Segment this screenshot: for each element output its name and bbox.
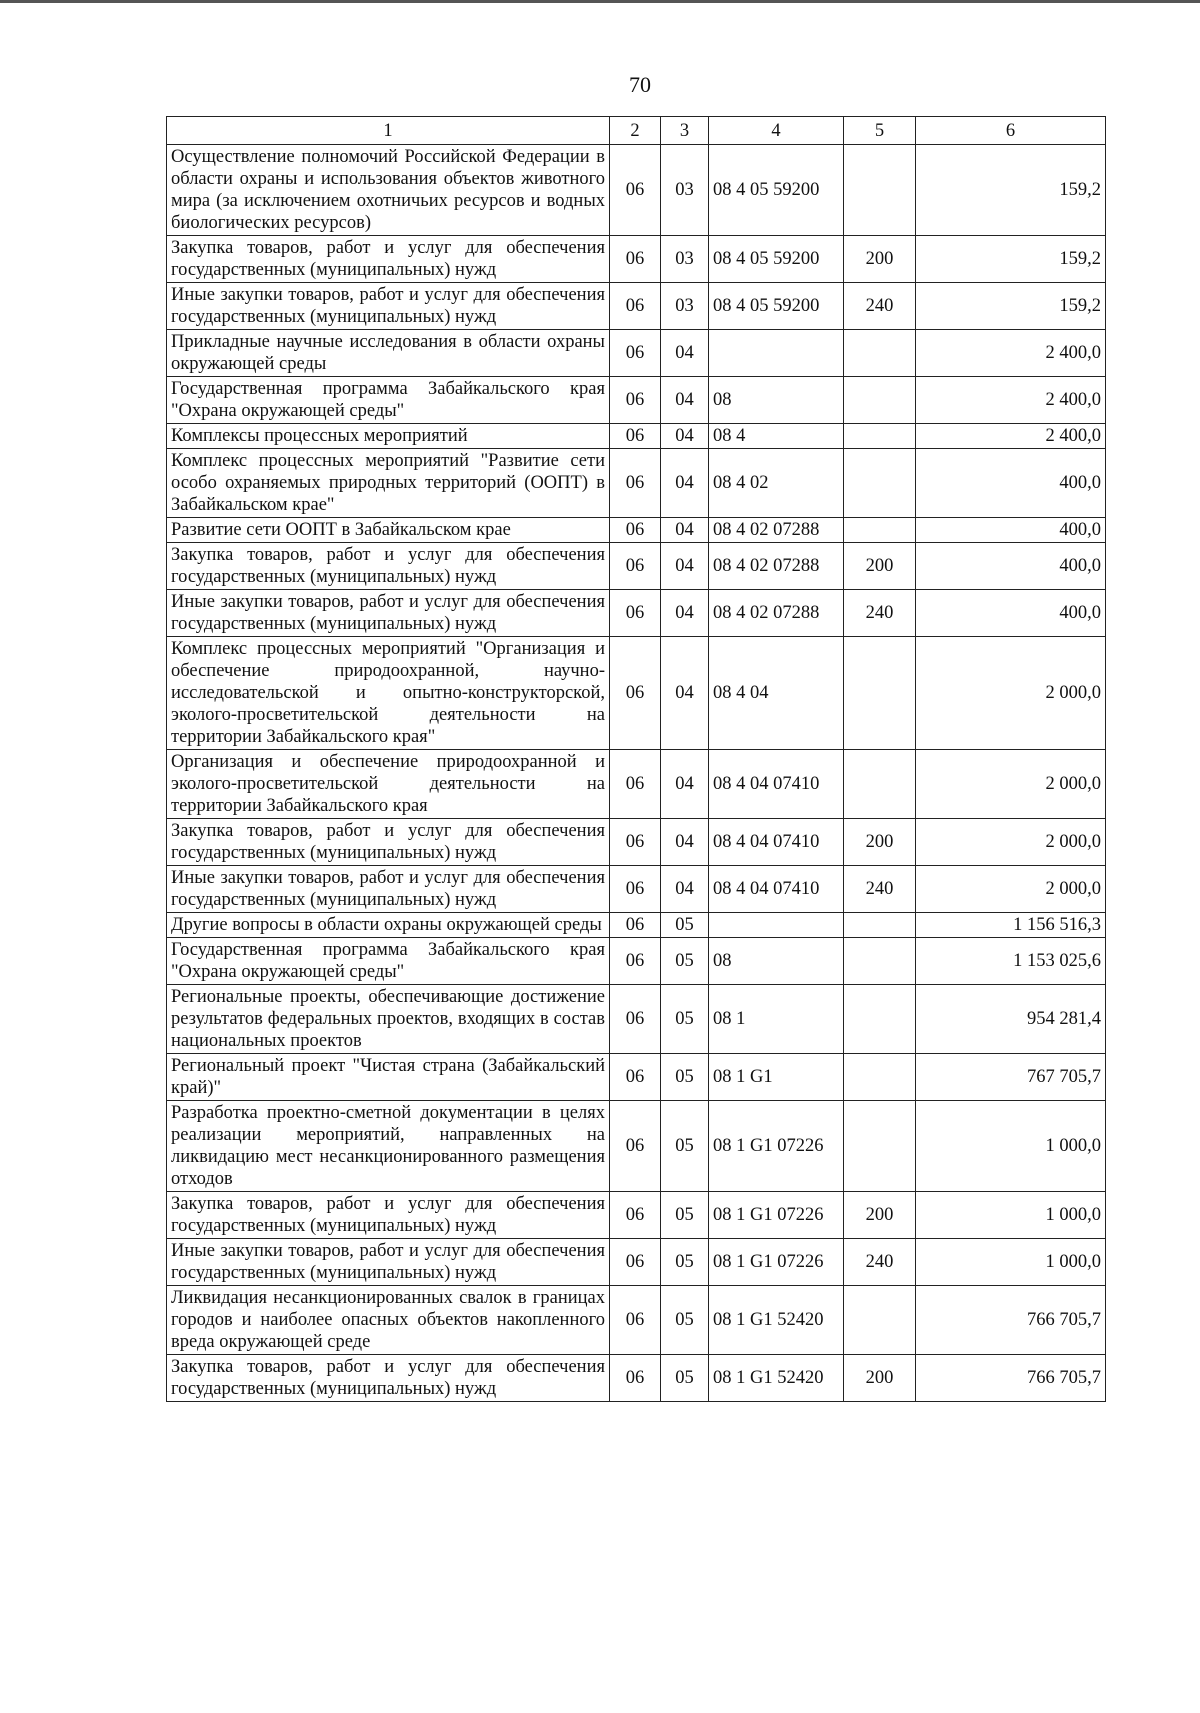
row-expense-type: 240 (844, 1239, 916, 1286)
row-amount: 2 000,0 (916, 819, 1106, 866)
table-row (167, 985, 1106, 1054)
row-section: 06 (610, 236, 661, 283)
row-amount: 400,0 (916, 590, 1106, 637)
row-amount: 1 000,0 (916, 1192, 1106, 1239)
row-expense-type (844, 1101, 916, 1192)
table-row (167, 330, 1106, 377)
header-code-column: 4 (709, 117, 844, 145)
table-row (167, 866, 1106, 913)
row-expense-type (844, 985, 916, 1054)
row-amount: 400,0 (916, 543, 1106, 590)
row-expense-type: 200 (844, 819, 916, 866)
row-expense-type (844, 424, 916, 449)
table-body (167, 145, 1106, 1402)
row-name: Региональный проект "Чистая страна (Забайкальский край)" (167, 1054, 610, 1101)
row-target-code: 08 1 G1 07226 (709, 1192, 844, 1239)
row-amount: 159,2 (916, 283, 1106, 330)
row-section: 06 (610, 330, 661, 377)
row-section: 06 (610, 1101, 661, 1192)
row-subsection: 05 (661, 1355, 709, 1402)
header-subsection-column: 3 (661, 117, 709, 145)
row-amount: 766 705,7 (916, 1355, 1106, 1402)
header-type-column: 5 (844, 117, 916, 145)
row-expense-type (844, 330, 916, 377)
row-section: 06 (610, 518, 661, 543)
row-name: Иные закупки товаров, работ и услуг для обеспечения государственных (муниципальных) нужд (167, 590, 610, 637)
table-row (167, 236, 1106, 283)
row-section: 06 (610, 377, 661, 424)
row-name: Иные закупки товаров, работ и услуг для обеспечения государственных (муниципальных) нужд (167, 283, 610, 330)
row-section: 06 (610, 819, 661, 866)
row-amount: 767 705,7 (916, 1054, 1106, 1101)
row-target-code: 08 4 02 07288 (709, 518, 844, 543)
row-name: Закупка товаров, работ и услуг для обеспечения государственных (муниципальных) нужд (167, 1355, 610, 1402)
row-expense-type (844, 145, 916, 236)
row-target-code: 08 4 04 (709, 637, 844, 750)
row-name: Закупка товаров, работ и услуг для обеспечения государственных (муниципальных) нужд (167, 819, 610, 866)
table-row (167, 1101, 1106, 1192)
row-amount: 2 000,0 (916, 750, 1106, 819)
row-name: Комплекс процессных мероприятий "Развитие сети особо охраняемых природных территорий (ООПТ) в Забайкальском крае" (167, 449, 610, 518)
row-expense-type: 200 (844, 1192, 916, 1239)
table-row (167, 590, 1106, 637)
table-row (167, 913, 1106, 938)
row-expense-type: 200 (844, 1355, 916, 1402)
table-row (167, 145, 1106, 236)
row-subsection: 05 (661, 913, 709, 938)
header-section-column: 2 (610, 117, 661, 145)
table-row (167, 1355, 1106, 1402)
row-subsection: 04 (661, 637, 709, 750)
row-subsection: 05 (661, 1286, 709, 1355)
table-row (167, 1054, 1106, 1101)
table-row (167, 424, 1106, 449)
row-section: 06 (610, 637, 661, 750)
row-subsection: 03 (661, 145, 709, 236)
row-name: Закупка товаров, работ и услуг для обеспечения государственных (муниципальных) нужд (167, 236, 610, 283)
row-target-code: 08 1 G1 07226 (709, 1101, 844, 1192)
row-name: Ликвидация несанкционированных свалок в границах городов и наиболее опасных объектов накопленного вреда окружающей среде (167, 1286, 610, 1355)
row-expense-type: 200 (844, 543, 916, 590)
row-name: Комплексы процессных мероприятий (167, 424, 610, 449)
table-header (167, 117, 1106, 145)
row-target-code: 08 4 02 (709, 449, 844, 518)
row-name: Комплекс процессных мероприятий "Организация и обеспечение природоохранной, научно-исследовательской и опытно-конструкторской, эколого-просветительской деятельности на территории Забайкальского края" (167, 637, 610, 750)
row-amount: 1 156 516,3 (916, 913, 1106, 938)
table-row (167, 283, 1106, 330)
row-section: 06 (610, 1239, 661, 1286)
row-amount: 2 000,0 (916, 866, 1106, 913)
row-amount: 1 153 025,6 (916, 938, 1106, 985)
row-subsection: 03 (661, 283, 709, 330)
row-subsection: 04 (661, 518, 709, 543)
row-name: Закупка товаров, работ и услуг для обеспечения государственных (муниципальных) нужд (167, 543, 610, 590)
row-name: Региональные проекты, обеспечивающие достижение результатов федеральных проектов, входящих в состав национальных проектов (167, 985, 610, 1054)
row-expense-type (844, 938, 916, 985)
row-target-code: 08 1 G1 07226 (709, 1239, 844, 1286)
header-row (167, 117, 1106, 145)
row-expense-type: 240 (844, 866, 916, 913)
row-section: 06 (610, 145, 661, 236)
row-target-code: 08 4 05 59200 (709, 145, 844, 236)
row-name: Государственная программа Забайкальского края "Охрана окружающей среды" (167, 938, 610, 985)
row-target-code: 08 4 (709, 424, 844, 449)
row-section: 06 (610, 424, 661, 449)
row-subsection: 04 (661, 377, 709, 424)
row-expense-type (844, 913, 916, 938)
row-expense-type: 200 (844, 236, 916, 283)
row-target-code: 08 4 04 07410 (709, 819, 844, 866)
table-row (167, 543, 1106, 590)
row-expense-type (844, 518, 916, 543)
row-section: 06 (610, 1286, 661, 1355)
row-subsection: 04 (661, 449, 709, 518)
row-section: 06 (610, 1192, 661, 1239)
row-section: 06 (610, 750, 661, 819)
row-amount: 2 400,0 (916, 377, 1106, 424)
row-name: Закупка товаров, работ и услуг для обеспечения государственных (муниципальных) нужд (167, 1192, 610, 1239)
row-name: Иные закупки товаров, работ и услуг для обеспечения государственных (муниципальных) нужд (167, 1239, 610, 1286)
row-name: Организация и обеспечение природоохранной и эколого-просветительской деятельности на территории Забайкальского края (167, 750, 610, 819)
row-expense-type (844, 637, 916, 750)
row-name: Разработка проектно-сметной документации в целях реализации мероприятий, направленных на ликвидацию мест несанкционированного размещения отходов (167, 1101, 610, 1192)
table-row (167, 819, 1106, 866)
row-subsection: 05 (661, 1101, 709, 1192)
row-subsection: 04 (661, 330, 709, 377)
row-subsection: 04 (661, 424, 709, 449)
row-expense-type (844, 449, 916, 518)
row-target-code: 08 4 05 59200 (709, 236, 844, 283)
row-expense-type (844, 377, 916, 424)
table-row (167, 449, 1106, 518)
table-row (167, 750, 1106, 819)
row-section: 06 (610, 913, 661, 938)
row-target-code: 08 1 G1 (709, 1054, 844, 1101)
row-section: 06 (610, 1355, 661, 1402)
row-amount: 766 705,7 (916, 1286, 1106, 1355)
table-row (167, 1192, 1106, 1239)
row-section: 06 (610, 283, 661, 330)
row-target-code: 08 (709, 377, 844, 424)
row-subsection: 05 (661, 1239, 709, 1286)
row-amount: 1 000,0 (916, 1101, 1106, 1192)
table-row (167, 637, 1106, 750)
row-section: 06 (610, 543, 661, 590)
row-target-code: 08 1 G1 52420 (709, 1355, 844, 1402)
row-amount: 2 400,0 (916, 424, 1106, 449)
row-name: Другие вопросы в области охраны окружающей среды (167, 913, 610, 938)
row-amount: 159,2 (916, 145, 1106, 236)
table-row (167, 518, 1106, 543)
table-row (167, 938, 1106, 985)
row-subsection: 04 (661, 543, 709, 590)
row-target-code: 08 4 02 07288 (709, 543, 844, 590)
row-subsection: 04 (661, 866, 709, 913)
row-name: Иные закупки товаров, работ и услуг для обеспечения государственных (муниципальных) нужд (167, 866, 610, 913)
page-number: 70 (629, 72, 651, 97)
header-name-column: 1 (167, 117, 610, 145)
row-subsection: 05 (661, 985, 709, 1054)
row-amount: 1 000,0 (916, 1239, 1106, 1286)
row-section: 06 (610, 1054, 661, 1101)
row-target-code: 08 4 04 07410 (709, 750, 844, 819)
row-amount: 954 281,4 (916, 985, 1106, 1054)
row-name: Прикладные научные исследования в области охраны окружающей среды (167, 330, 610, 377)
row-expense-type (844, 1054, 916, 1101)
row-target-code: 08 4 05 59200 (709, 283, 844, 330)
header-amount-column: 6 (916, 117, 1106, 145)
row-section: 06 (610, 985, 661, 1054)
row-subsection: 04 (661, 819, 709, 866)
row-section: 06 (610, 590, 661, 637)
table-row (167, 377, 1106, 424)
row-subsection: 03 (661, 236, 709, 283)
row-subsection: 05 (661, 1192, 709, 1239)
row-subsection: 04 (661, 590, 709, 637)
row-expense-type (844, 1286, 916, 1355)
row-amount: 2 000,0 (916, 637, 1106, 750)
row-amount: 2 400,0 (916, 330, 1106, 377)
row-section: 06 (610, 938, 661, 985)
row-amount: 400,0 (916, 449, 1106, 518)
row-name: Осуществление полномочий Российской Федерации в области охраны и использования объектов животного мира (за исключением охотничьих ресурсов и водных биологических ресурсов) (167, 145, 610, 236)
row-amount: 400,0 (916, 518, 1106, 543)
row-target-code: 08 1 G1 52420 (709, 1286, 844, 1355)
row-section: 06 (610, 866, 661, 913)
row-target-code: 08 4 04 07410 (709, 866, 844, 913)
row-target-code: 08 (709, 938, 844, 985)
row-target-code: 08 1 (709, 985, 844, 1054)
row-name: Государственная программа Забайкальского края "Охрана окружающей среды" (167, 377, 610, 424)
row-name: Развитие сети ООПТ в Забайкальском крае (167, 518, 610, 543)
budget-table (166, 116, 1106, 1402)
table-row (167, 1239, 1106, 1286)
row-target-code (709, 913, 844, 938)
row-target-code: 08 4 02 07288 (709, 590, 844, 637)
row-subsection: 05 (661, 1054, 709, 1101)
row-amount: 159,2 (916, 236, 1106, 283)
row-subsection: 05 (661, 938, 709, 985)
page-top-edge (0, 0, 1200, 3)
row-expense-type (844, 750, 916, 819)
row-expense-type: 240 (844, 590, 916, 637)
row-subsection: 04 (661, 750, 709, 819)
table-row (167, 1286, 1106, 1355)
row-section: 06 (610, 449, 661, 518)
row-target-code (709, 330, 844, 377)
row-expense-type: 240 (844, 283, 916, 330)
